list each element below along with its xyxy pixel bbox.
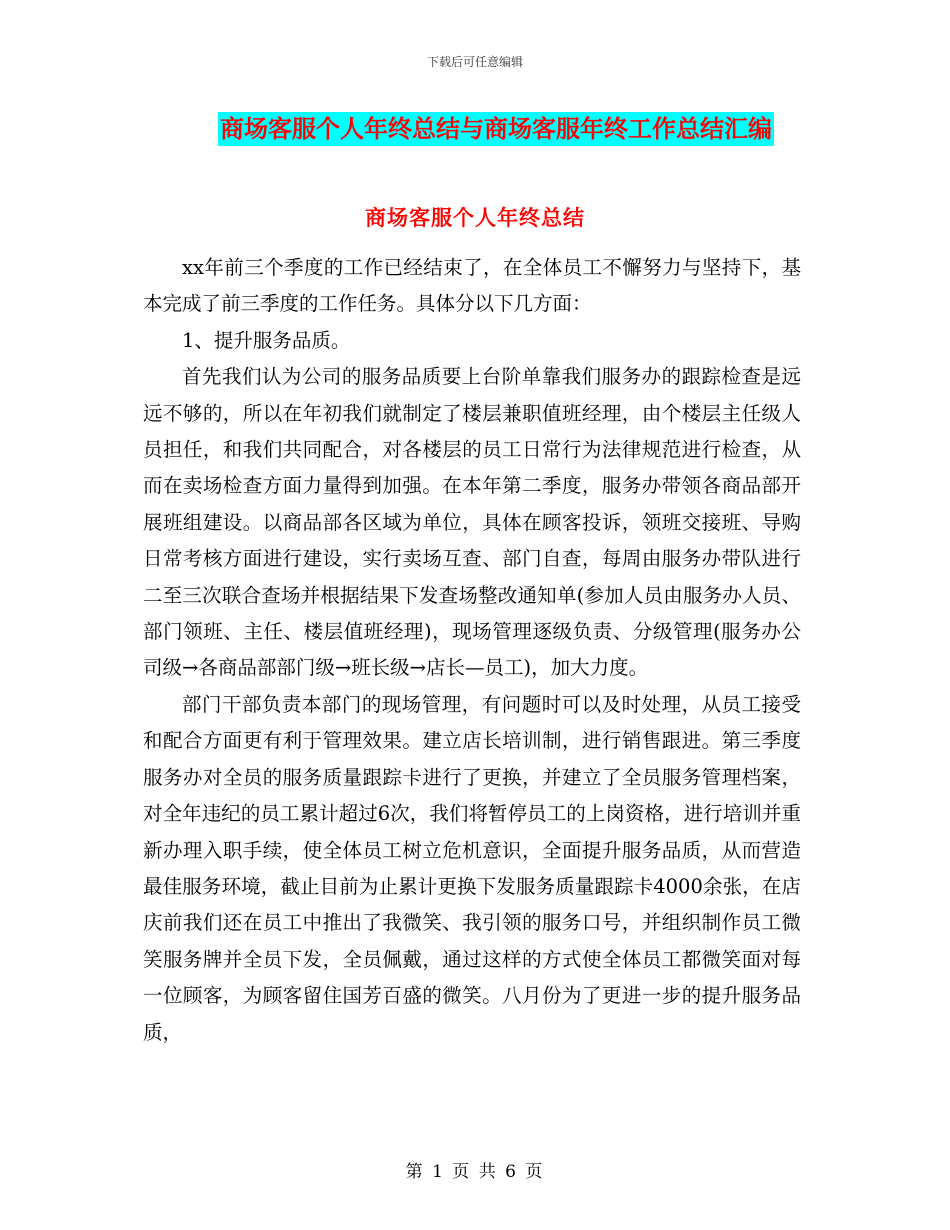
header-note: 下载后可任意编辑 bbox=[426, 55, 523, 69]
paragraph: 首先我们认为公司的服务品质要上台阶单靠我们服务办的跟踪检查是远远不够的，所以在年初我们就制定了楼层兼职值班经理，由个楼层主任级人员担任，和我们共同配合，对各楼层的员工日常行为法律规范进行检查，从而在卖场检查方面力量得到加强。在本年第二季度，服务办带领各商品部开展班组建设。以商品部各区域为单位，具体在顾客投诉，领班交接班、导购日常考核方面进行建设，实行卖场互查、部门自查，每周由服务办带队进行二至三次联合查场并根据结果下发查场整改通知单(参加人员由服务办人员、部门领班、主任、楼层值班经理)，现场管理逐级负责、分级管理(服务办公司级→各商品部部门级→班长级→店长—员工)，加大力度。 bbox=[143, 365, 801, 680]
document-body bbox=[143, 250, 801, 1051]
paragraph: 1、提升服务品质。 bbox=[182, 328, 351, 352]
section-title: 商场客服个人年终总结 bbox=[365, 206, 585, 230]
document-title: 商场客服个人年终总结与商场客服年终工作总结汇编 bbox=[218, 112, 774, 146]
paragraph: 部门干部负责本部门的现场管理，有问题时可以及时处理，从员工接受和配合方面更有利于管理效果。建立店长培训制，进行销售跟进。第三季度服务办对全员的服务质量跟踪卡进行了更换，并建立了全员服务管理档案，对全年违纪的员工累计超过6次，我们将暂停员工的上岗资格，进行培训并重新办理入职手续，使全体员工树立危机意识，全面提升服务品质，从而营造最佳服务环境，截止目前为止累计更换下发服务质量跟踪卡4000余张，在店庆前我们还在员工中推出了我微笑、我引领的服务口号，并组织制作员工微笑服务牌并全员下发，全员佩戴，通过这样的方式使全体员工都微笑面对每一位顾客，为顾客留住国芳百盛的微笑。八月份为了更进一步的提升服务品质， bbox=[143, 692, 801, 1044]
main-title-container bbox=[0, 112, 950, 146]
paragraph: xx年前三个季度的工作已经结束了，在全体员工不懈努力与坚持下，基本完成了前三季度的工作任务。具体分以下几方面： bbox=[143, 256, 801, 316]
page-number: 第 1 页 共 6 页 bbox=[405, 1162, 545, 1182]
